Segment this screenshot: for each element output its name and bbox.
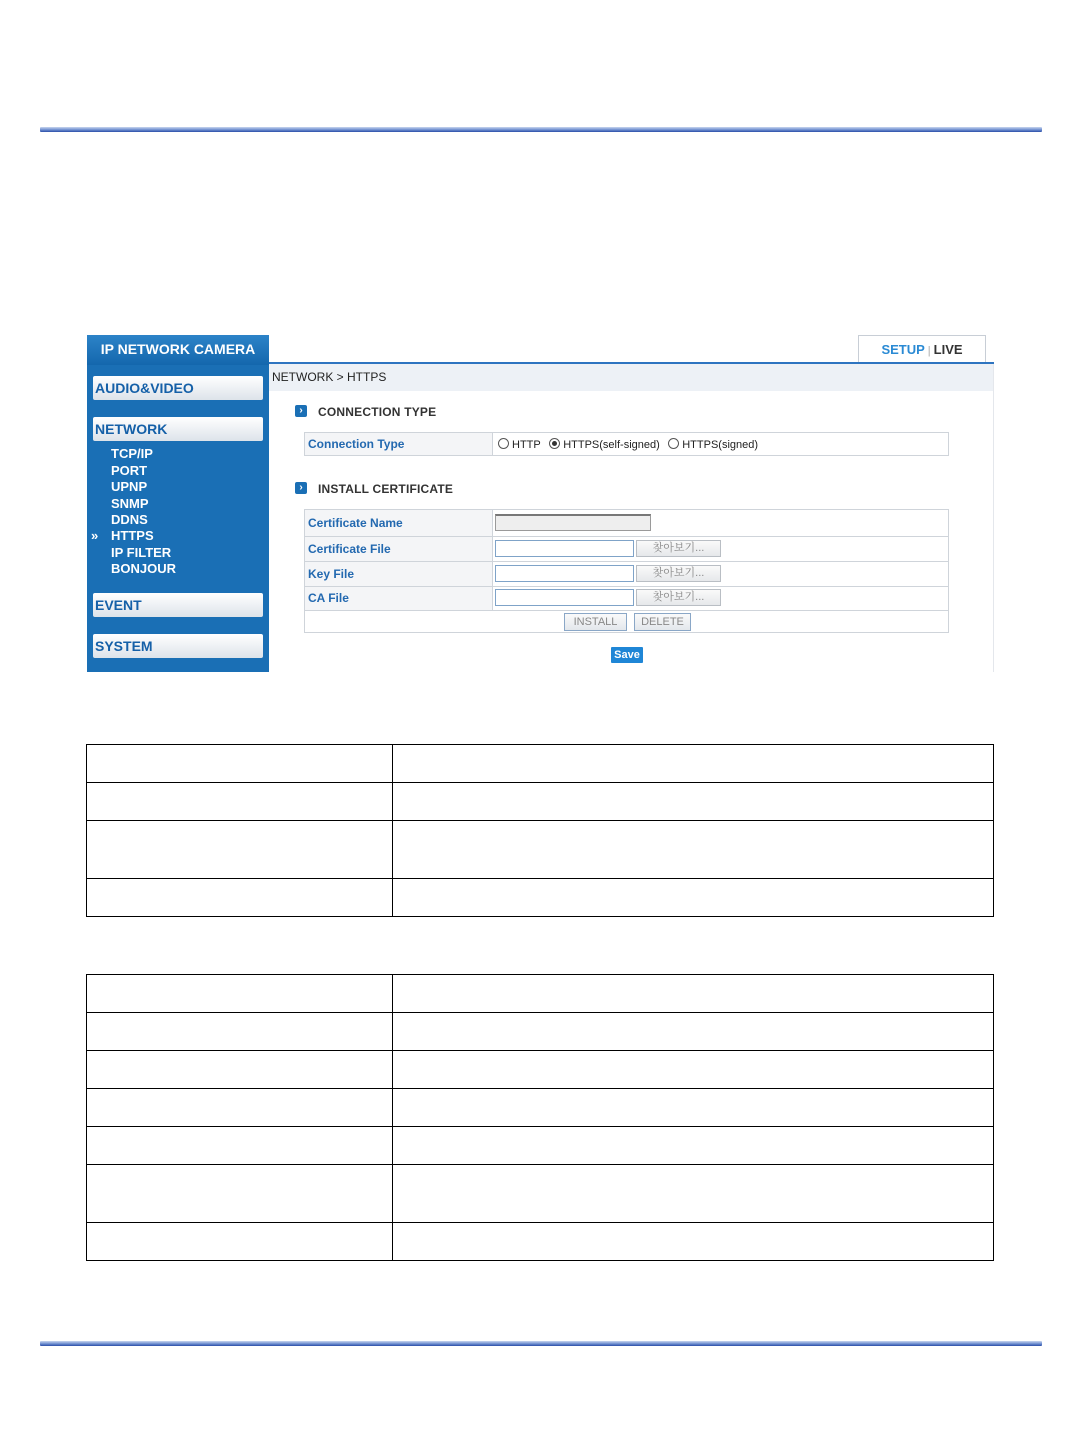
- section-arrow-icon: ›: [295, 405, 307, 417]
- tab-live[interactable]: LIVE: [933, 342, 963, 357]
- row-divider: [305, 536, 948, 537]
- footer-rule: [40, 1341, 1042, 1346]
- sidebar-item-snmp[interactable]: SNMP: [111, 496, 149, 511]
- table-cell: [87, 821, 393, 879]
- ca-file-input[interactable]: [495, 589, 634, 606]
- table-cell: [393, 1127, 994, 1165]
- key-file-browse-button[interactable]: 찾아보기...: [636, 565, 721, 582]
- sidebar-item-ip-filter[interactable]: IP FILTER: [111, 545, 172, 560]
- key-file-input[interactable]: [495, 565, 634, 582]
- table-cell: [393, 745, 994, 783]
- radio-http-label: HTTP: [512, 439, 541, 451]
- table-row: [87, 1223, 994, 1261]
- table-cell: [87, 783, 393, 821]
- table-cell: [393, 975, 994, 1013]
- sidebar-item-tcpip[interactable]: TCP/IP: [111, 446, 153, 461]
- table-row: [87, 879, 994, 917]
- row-divider: [305, 610, 948, 611]
- table-row: [87, 745, 994, 783]
- row-divider: [305, 561, 948, 562]
- table-row: [87, 1089, 994, 1127]
- brand-title: IP NETWORK CAMERA: [87, 335, 269, 365]
- radio-https-signed[interactable]: [668, 438, 679, 449]
- sidebar-item-bonjour[interactable]: BONJOUR: [111, 561, 177, 576]
- save-button[interactable]: Save: [611, 647, 643, 663]
- install-button[interactable]: INSTALL: [564, 613, 627, 631]
- sidebar-item-port[interactable]: PORT: [111, 463, 148, 478]
- row-divider: [305, 586, 948, 587]
- description-table-1: [86, 744, 994, 917]
- table-cell: [87, 1013, 393, 1051]
- table-cell: [87, 975, 393, 1013]
- table-cell: [393, 821, 994, 879]
- sidebar-category-event[interactable]: EVENT: [93, 593, 263, 617]
- certificate-file-label: Certificate File: [308, 542, 391, 556]
- table-row: [87, 1051, 994, 1089]
- table-cell: [393, 1051, 994, 1089]
- connection-type-options: [498, 433, 762, 456]
- section-title-connection: CONNECTION TYPE: [318, 405, 437, 419]
- sidebar-category-audio-video[interactable]: AUDIO&VIDEO: [93, 376, 263, 400]
- mode-tabs: [858, 335, 986, 363]
- certificate-file-browse-button[interactable]: 찾아보기...: [636, 540, 721, 557]
- header-rule: [40, 127, 1042, 132]
- description-table-2: [86, 974, 994, 1261]
- table-cell: [87, 1127, 393, 1165]
- active-item-arrow-icon: »: [91, 528, 99, 543]
- table-row: [87, 1165, 994, 1223]
- ca-file-browse-button[interactable]: 찾아보기...: [636, 589, 721, 606]
- table-cell: [393, 1013, 994, 1051]
- table-cell: [393, 783, 994, 821]
- certificate-name-field: [495, 514, 651, 531]
- table-cell: [393, 1089, 994, 1127]
- sidebar-item-ddns[interactable]: DDNS: [111, 512, 148, 527]
- content-border: [993, 364, 994, 672]
- section-title-certificate: INSTALL CERTIFICATE: [318, 482, 454, 496]
- table-cell: [393, 879, 994, 917]
- table-row: [87, 975, 994, 1013]
- delete-button[interactable]: DELETE: [634, 613, 691, 631]
- table-cell: [393, 1223, 994, 1261]
- sidebar-item-upnp[interactable]: UPNP: [111, 479, 148, 494]
- table-cell: [87, 1165, 393, 1223]
- radio-https-self-signed[interactable]: [549, 438, 560, 449]
- table-row: [87, 783, 994, 821]
- tab-setup[interactable]: SETUP: [881, 342, 925, 357]
- sidebar-item-https[interactable]: HTTPS: [111, 528, 154, 543]
- radio-https-self-signed-label: HTTPS(self-signed): [563, 439, 660, 451]
- sidebar-category-system[interactable]: SYSTEM: [93, 634, 263, 658]
- connection-type-label: Connection Type: [305, 433, 493, 455]
- section-arrow-icon: ›: [295, 482, 307, 494]
- table-cell: [87, 745, 393, 783]
- breadcrumb: NETWORK > HTTPS: [269, 364, 993, 391]
- table-row: [87, 1127, 994, 1165]
- table-cell: [87, 1089, 393, 1127]
- table-cell: [87, 879, 393, 917]
- ca-file-label: CA File: [308, 591, 349, 605]
- connection-type-grid: [304, 432, 949, 456]
- certificate-name-label: Certificate Name: [308, 516, 403, 530]
- table-cell: [393, 1165, 994, 1223]
- radio-https-signed-label: HTTPS(signed): [682, 439, 759, 451]
- table-row: [87, 1013, 994, 1051]
- table-cell: [87, 1223, 393, 1261]
- table-cell: [87, 1051, 393, 1089]
- key-file-label: Key File: [308, 567, 355, 581]
- certificate-grid: [304, 509, 949, 633]
- sidebar: [87, 335, 269, 672]
- radio-http[interactable]: [498, 438, 509, 449]
- tab-separator: |: [927, 345, 931, 357]
- certificate-file-input[interactable]: [495, 540, 634, 557]
- sidebar-category-network[interactable]: NETWORK: [93, 417, 263, 441]
- table-row: [87, 821, 994, 879]
